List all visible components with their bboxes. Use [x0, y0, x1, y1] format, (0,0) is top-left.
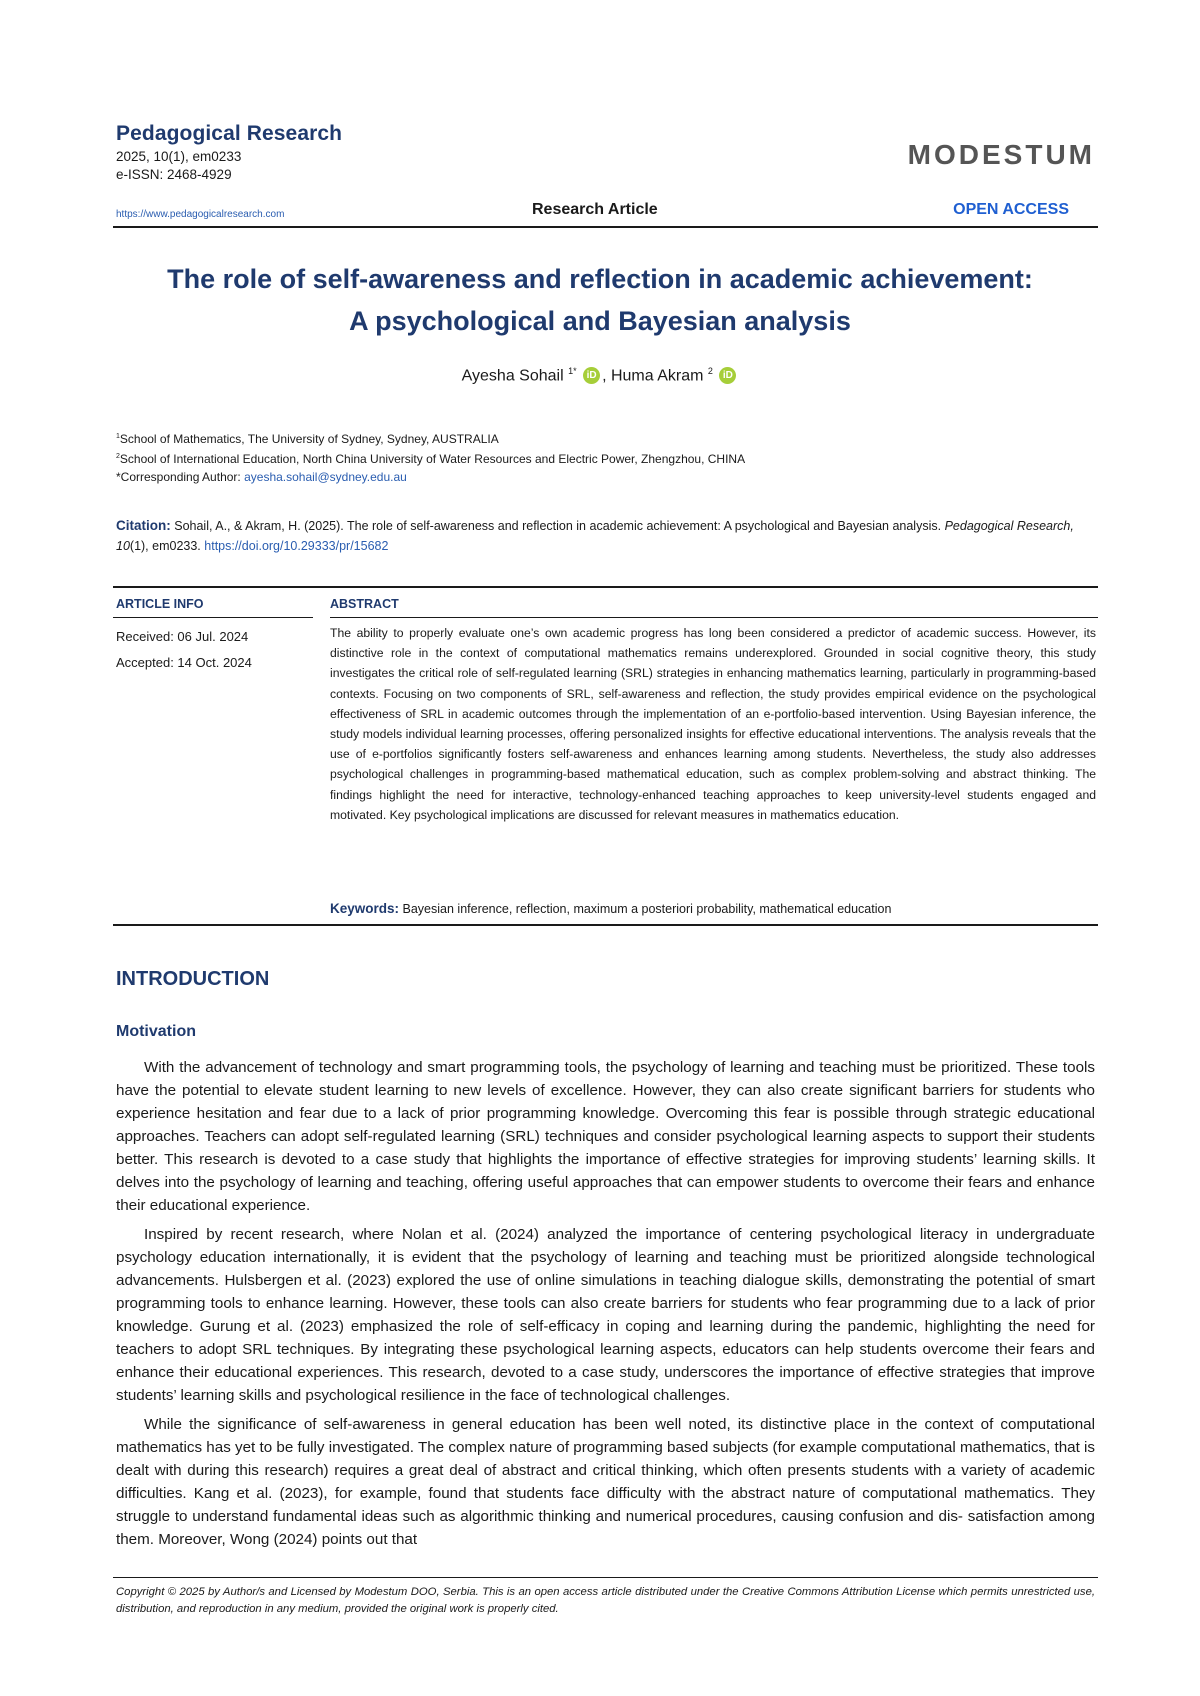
open-access-badge: OPEN ACCESS [953, 201, 1069, 218]
section-heading: INTRODUCTION [116, 968, 270, 990]
doi-link[interactable]: https://doi.org/10.29333/pr/15682 [204, 539, 389, 553]
subsection-heading: Motivation [116, 1023, 196, 1040]
affiliations [116, 428, 1096, 486]
article-type: Research Article [532, 201, 658, 218]
paper-title [100, 258, 1100, 342]
paper-title-line-2: A psychological and Bayesian analysis [349, 306, 851, 336]
paragraph: With the advancement of technology and smart programming tools, the psychology of learning and teaching must be prioritized. These tools have the potential to elevate student learning to new levels of excellence. However, they can also create significant barriers for students who experience hesitation and fear due to a lack of prior programming knowledge. Overcoming this fear is possible through strategic educational approaches. Teachers can adopt self-regulated learning (SRL) techniques and consider psychological learning aspects to support their students better. This research is devoted to a case study that highlights the importance of effective strategies for improving students’ learning skills. It delves into the psychology of learning and teaching, offering useful approaches that can empower students to overcome their fears and enhance their educational experience. [116, 1059, 1095, 1214]
copyright-footer: Copyright © 2025 by Author/s and Licensed by Modestum DOO, Serbia. This is an open access article distributed under the Creative Commons Attribution License which permits unrestricted use, distribution, and reproduction in any medium, provided the original work is properly cited. [116, 1586, 1095, 1615]
orcid-icon[interactable]: iD [583, 367, 600, 384]
affiliation-mark: 1 [116, 433, 120, 440]
accepted-date: Accepted: 14 Oct. 2024 [116, 655, 252, 670]
corresponding-author [116, 468, 1096, 486]
author-separator: , [602, 367, 607, 385]
affiliation-1 [116, 428, 1096, 448]
abstract-heading: ABSTRACT [330, 597, 399, 611]
corresponding-email-link[interactable]: ayesha.sohail@sydney.edu.au [244, 470, 407, 484]
received-date: Received: 06 Jul. 2024 [116, 629, 249, 644]
orcid-icon[interactable]: iD [719, 367, 736, 384]
citation-text: Sohail, A., & Akram, H. (2025). The role of self-awareness and reflection in academic achievement: A psychological and Bayesian analysis. [174, 519, 942, 533]
citation-label: Citation: [116, 518, 171, 533]
journal-url-link[interactable]: https://www.pedagogicalresearch.com [116, 209, 285, 220]
author-list [100, 366, 1100, 385]
journal-issn: e-ISSN: 2468-4929 [116, 167, 232, 182]
article-dates [116, 624, 252, 676]
keywords-label: Keywords: [330, 901, 400, 916]
journal-volume: 2025, 10(1), em0233 [116, 149, 242, 164]
affiliation-mark: 2 [116, 453, 120, 460]
corresponding-author-label: *Corresponding Author: [116, 470, 241, 484]
info-block-bottom-divider [113, 924, 1098, 926]
header-divider [113, 226, 1098, 228]
author-name: Ayesha Sohail [461, 367, 564, 385]
body-text [116, 1056, 1095, 1557]
info-block-divider [113, 586, 1098, 588]
affiliation-2 [116, 448, 1096, 468]
abstract-text: The ability to properly evaluate one’s own academic progress has long been considered a predictor of academic success. However, its distinctive role in the context of computational mathematics remains underexplored. Grounded in social cognitive theory, this study investigates the critical role of self-regulated learning (SRL) strategies in enhancing mathematics learning, particularly in programming-based contexts. Focusing on two components of SRL, self-awareness and reflection, the study provides empirical evidence on the psychological effectiveness of SRL in academic outcomes through the implementation of an e-portfolio-based intervention. Using Bayesian inference, the study models individual learning processes, offering personalized insights for effective educational interventions. The analysis reveals that the use of e-portfolios significantly fosters self-awareness and enhances learning among students. Nevertheless, the study also addresses psychological challenges in programming-based mathematical education, such as complex problem-solving and abstract thinking. The findings highlight the need for interactive, technology-enhanced teaching approaches to keep university-level students engaged and motivated. Key psychological implications are discussed for relevant measures in mathematics education. [330, 626, 1096, 822]
citation-volume: 10 [116, 539, 130, 553]
citation [116, 516, 1096, 556]
abstract-divider [330, 617, 1098, 618]
keywords-list: Bayesian inference, reflection, maximum a posteriori probability, mathematical education [402, 902, 892, 916]
publisher-logo: MODESTUM [907, 139, 1095, 170]
affiliation-text: School of International Education, North China University of Water Resources and Electric Power, Zhengzhou, CHINA [119, 452, 746, 466]
keywords [330, 901, 1096, 916]
author-name: Huma Akram [610, 367, 704, 385]
citation-journal: Pedagogical Research, [944, 519, 1074, 533]
journal-title: Pedagogical Research [116, 122, 343, 145]
author-affiliation-mark: 1* [568, 366, 577, 376]
affiliation-text: School of Mathematics, The University of Sydney, Sydney, AUSTRALIA [119, 432, 499, 446]
footer-divider [113, 1577, 1098, 1578]
author-affiliation-mark: 2 [707, 366, 713, 376]
citation-issue: (1), em0233. [129, 539, 201, 553]
paper-title-line-1: The role of self-awareness and reflection in academic achievement: [167, 264, 1033, 294]
paragraph: While the significance of self-awareness in general education has been well noted, its distinctive place in the context of computational mathematics has yet to be fully investigated. The complex nature of programming based subjects (for example computational mathematics, that is dealt with during this research) requires a great deal of abstract and critical thinking, which often presents students with a variety of academic difficulties. Kang et al. (2023), for example, found that students face difficulty with the abstract nature of computational mathematics. They struggle to understand fundamental ideas such as algorithmic thinking and numerical procedures, causing confusion and dis- satisfaction among them. Moreover, Wong (2024) points out that [116, 1416, 1095, 1548]
article-info-heading: ARTICLE INFO [116, 597, 204, 611]
article-info-divider [113, 617, 313, 618]
paragraph: Inspired by recent research, where Nolan et al. (2024) analyzed the importance of centering psychological literacy in undergraduate psychology education internationally, it is evident that the psychology of learning and teaching must be prioritized alongside technological advancements. Hulsbergen et al. (2023) explored the use of online simulations in teaching dialogue skills, demonstrating the potential of smart programming tools to enhance learning. However, these tools can also create barriers for students who fear programming due to a lack of prior knowledge. Gurung et al. (2023) emphasized the role of self-efficacy in coping and learning during the pandemic, highlighting the need for teachers to adopt SRL techniques. By integrating these psychological learning aspects, educators can help students overcome their fears and enhance their educational experiences. This research, devoted to a case study, underscores the importance of effective strategies that improve students’ learning skills and psychological resilience in the face of technological challenges. [116, 1226, 1095, 1404]
